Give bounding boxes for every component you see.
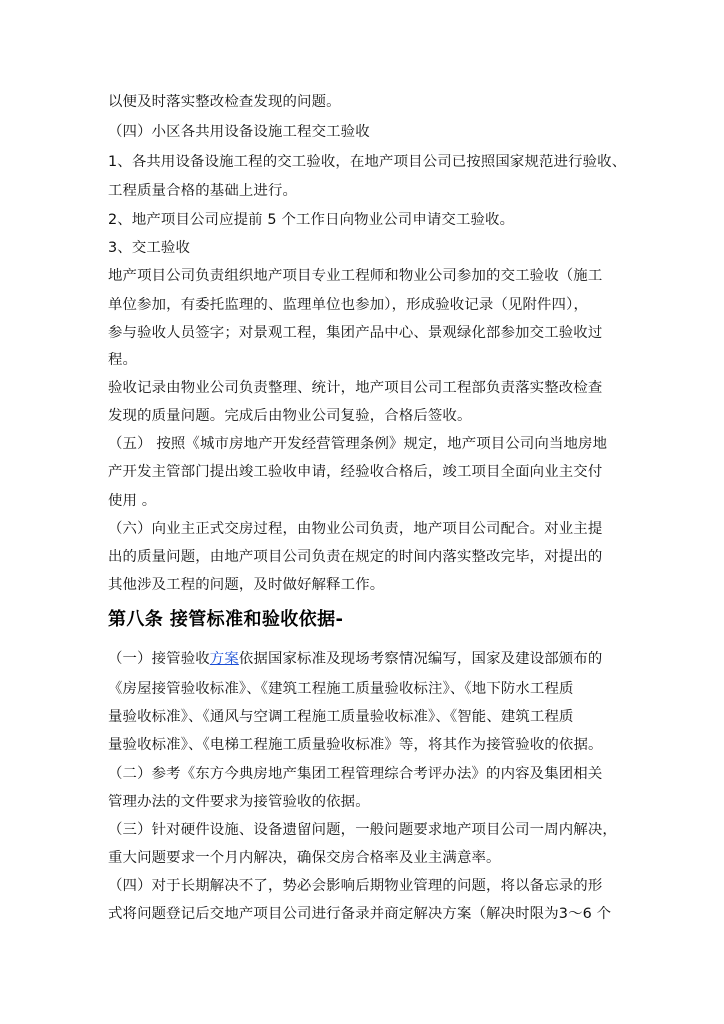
text-line: 管理办法的文件要求为接管验收的依据。 bbox=[108, 794, 370, 810]
text-line: 其他涉及工程的问题，及时做好解释工作。 bbox=[108, 577, 385, 593]
text-line: （六）向业主正式交房过程，由物业公司负责，地产项目公司配合。对业主提 bbox=[108, 521, 603, 537]
text-line: 3、交工验收 bbox=[108, 240, 191, 256]
text-line: 程。 bbox=[108, 352, 138, 368]
text-line: （四）对于长期解决不了，势必会影响后期物业管理的问题，将以备忘录的形 bbox=[108, 878, 603, 894]
text-line: 工程质量合格的基础上进行。 bbox=[108, 183, 298, 199]
text-line: 发现的质量问题。完成后由物业公司复验，合格后签收。 bbox=[108, 408, 472, 424]
text-line: 验收记录由物业公司负责整理、统计，地产项目公司工程部负责落实整改检查 bbox=[108, 380, 603, 396]
scheme-link[interactable]: 方案 bbox=[209, 651, 239, 667]
text-line: （四）小区各共用设备设施工程交工验收 bbox=[108, 124, 370, 140]
text-segment: （一）接管验收 bbox=[108, 651, 210, 667]
text-line: 使用 。 bbox=[108, 493, 157, 509]
text-line: 产开发主管部门提出竣工验收申请，经验收合格后，竣工项目全面向业主交付 bbox=[108, 464, 603, 480]
text-segment: 依据国家标准及现场考察情况编写，国家及建设部颁布的 bbox=[238, 651, 603, 667]
text-line bbox=[108, 649, 602, 669]
text-line: （五） 按照《城市房地产开发经营管理条例》规定，地产项目公司向当地房地 bbox=[108, 436, 608, 452]
text-line: 1、各共用设备设施工程的交工验收，在地产项目公司已按照国家规范进行验收、 bbox=[108, 154, 627, 170]
text-line: 量验收标准》、《通风与空调工程施工质量验收标准》、《智能、建筑工程质 bbox=[108, 709, 574, 725]
text-line: 《房屋接管验收标准》、《建筑工程施工质量验收标注》、《地下防水工程质 bbox=[108, 681, 574, 697]
text-line: 以便及时落实整改检查发现的问题。 bbox=[108, 94, 341, 110]
text-line: 单位参加，有委托监理的、监理单位也参加），形成验收记录（见附件四）， bbox=[108, 297, 588, 313]
article-heading: 第八条 接管标准和验收依据- bbox=[108, 609, 344, 630]
text-line: 参与验收人员签字；对景观工程，集团产品中心、景观绿化部参加交工验收过 bbox=[108, 325, 603, 341]
text-line: 量验收标准》、《电梯工程施工质量验收标准》等，将其作为接管验收的依据。 bbox=[108, 737, 603, 753]
text-line: 2、地产项目公司应提前 5 个工作日向物业公司申请交工验收。 bbox=[108, 212, 515, 228]
text-line: 出的质量问题，由地产项目公司负责在规定的时间内落实整改完毕，对提出的 bbox=[108, 549, 603, 565]
text-line: 式将问题登记后交地产项目公司进行备录并商定解决方案（解决时限为3～6 个 bbox=[108, 906, 612, 922]
text-line: （二）参考《东方今典房地产集团工程管理综合考评办法》的内容及集团相关 bbox=[108, 766, 603, 782]
text-line: 地产项目公司负责组织地产项目专业工程师和物业公司参加的交工验收（施工 bbox=[108, 268, 603, 284]
text-line: （三）针对硬件设施、设备遗留问题，一般问题要求地产项目公司一周内解决， bbox=[108, 822, 617, 838]
text-line: 重大问题要求一个月内解决，确保交房合格率及业主满意率。 bbox=[108, 850, 501, 866]
